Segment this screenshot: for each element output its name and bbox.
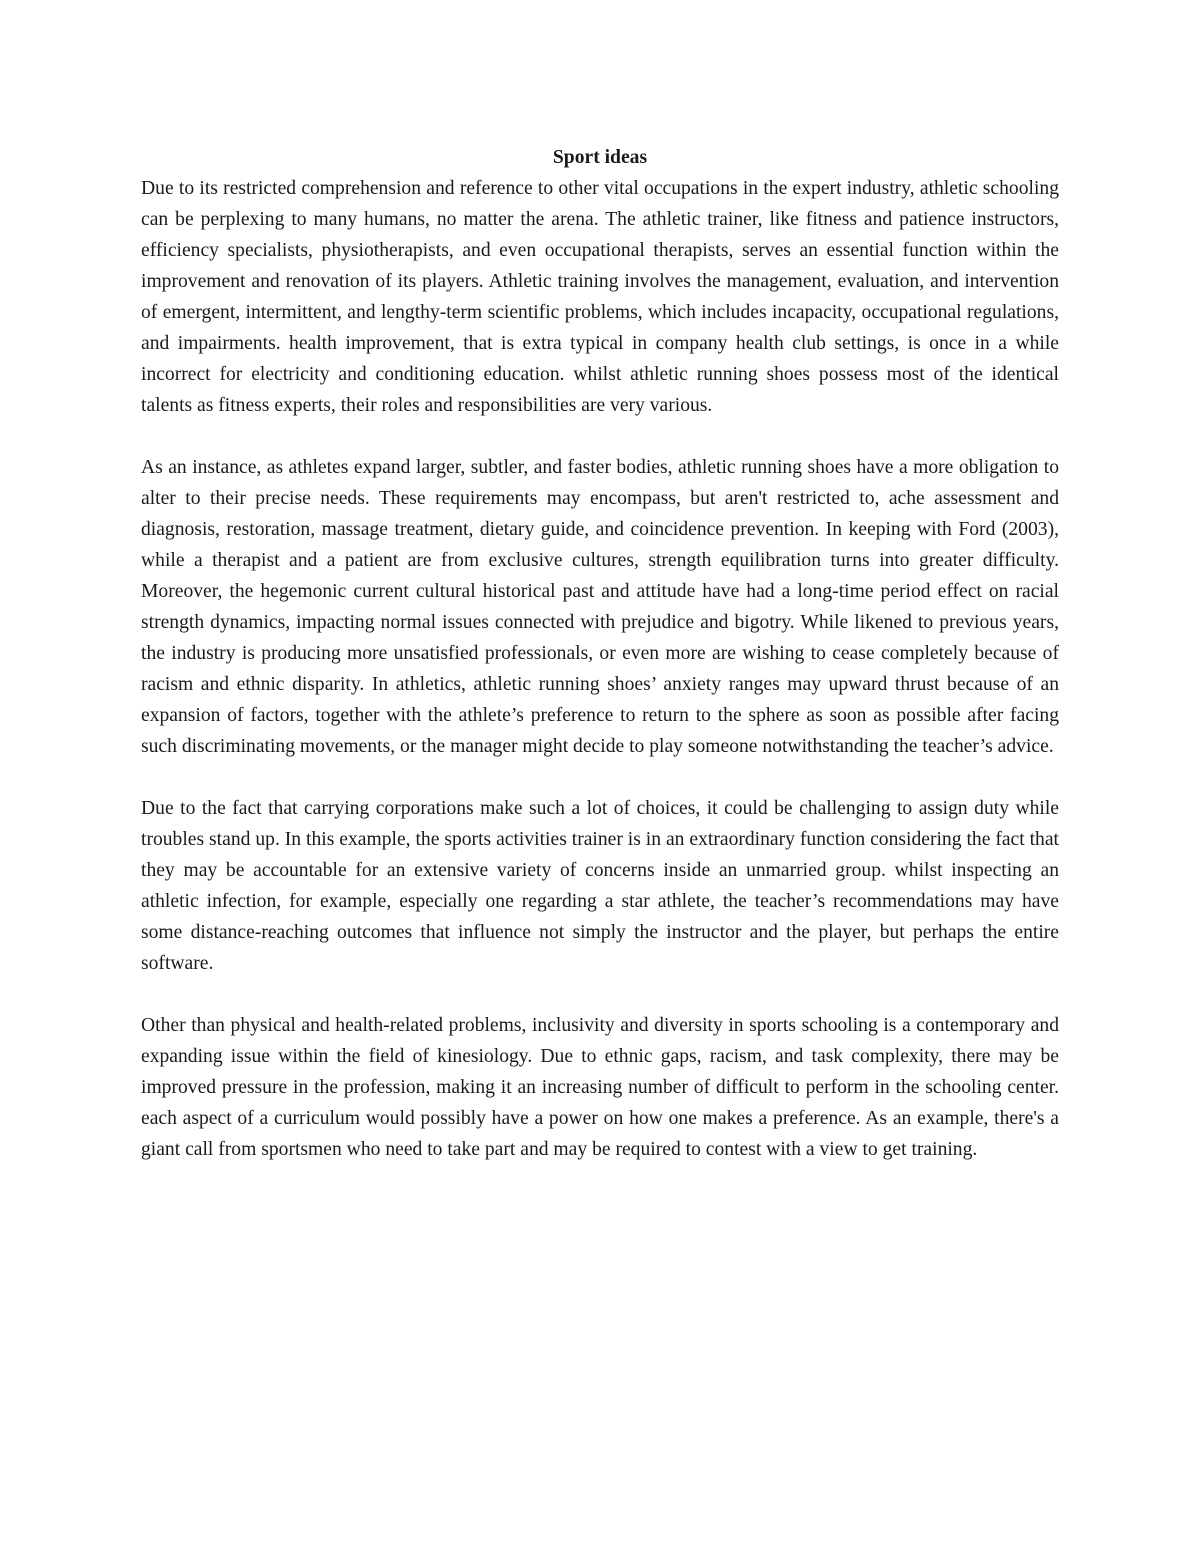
paragraph-2: As an instance, as athletes expand larger, subtler, and faster bodies, athletic running shoes have a more obligation to alter to their precise needs. These requirements may encompass, but aren't restricted to, ache assessment and diagnosis, restoration, massage treatment, dietary guide, and coincidence prevention. In keeping with Ford (2003), while a therapist and a patient are from exclusive cultures, strength equilibration turns into greater difficulty. Moreover, the hegemonic current cultural historical past and attitude have had a long-time period effect on racial strength dynamics, impacting normal issues connected with prejudice and bigotry. While likened to previous years, the industry is producing more unsatisfied professionals, or even more are wishing to cease completely because of racism and ethnic disparity. In athletics, athletic running shoes’ anxiety ranges may upward thrust because of an expansion of factors, together with the athlete’s preference to return to the sphere as soon as possible after facing such discriminating movements, or the manager might decide to play someone notwithstanding the teacher’s advice. — [141, 457, 1059, 757]
document-body — [141, 142, 1059, 1165]
paragraph-3: Due to the fact that carrying corporations make such a lot of choices, it could be challenging to assign duty while troubles stand up. In this example, the sports activities trainer is in an extraordinary function considering the fact that they may be accountable for an extensive variety of concerns inside an unmarried group. whilst inspecting an athletic infection, for example, especially one regarding a star athlete, the teacher’s recommendations may have some distance-reaching outcomes that influence not simply the instructor and the player, but perhaps the entire software. — [141, 798, 1059, 974]
paragraph-1: Due to its restricted comprehension and reference to other vital occupations in the expert industry, athletic schooling can be perplexing to many humans, no matter the arena. The athletic trainer, like fitness and patience instructors, efficiency specialists, physiotherapists, and even occupational therapists, serves an essential function within the improvement and renovation of its players. Athletic training involves the management, evaluation, and intervention of emergent, intermittent, and lengthy-term scientific problems, which includes incapacity, occupational regulations, and impairments. health improvement, that is extra typical in company health club settings, is once in a while incorrect for electricity and conditioning education. whilst athletic running shoes possess most of the identical talents as fitness experts, their roles and responsibilities are very various. — [141, 178, 1059, 416]
paragraph-4: Other than physical and health-related problems, inclusivity and diversity in sports schooling is a contemporary and expanding issue within the field of kinesiology. Due to ethnic gaps, racism, and task complexity, there may be improved pressure in the profession, making it an increasing number of difficult to perform in the schooling center. each aspect of a curriculum would possibly have a power on how one makes a preference. As an example, there's a giant call from sportsmen who need to take part and may be required to contest with a view to get training. — [141, 1015, 1059, 1160]
document-title: Sport ideas — [552, 147, 648, 168]
